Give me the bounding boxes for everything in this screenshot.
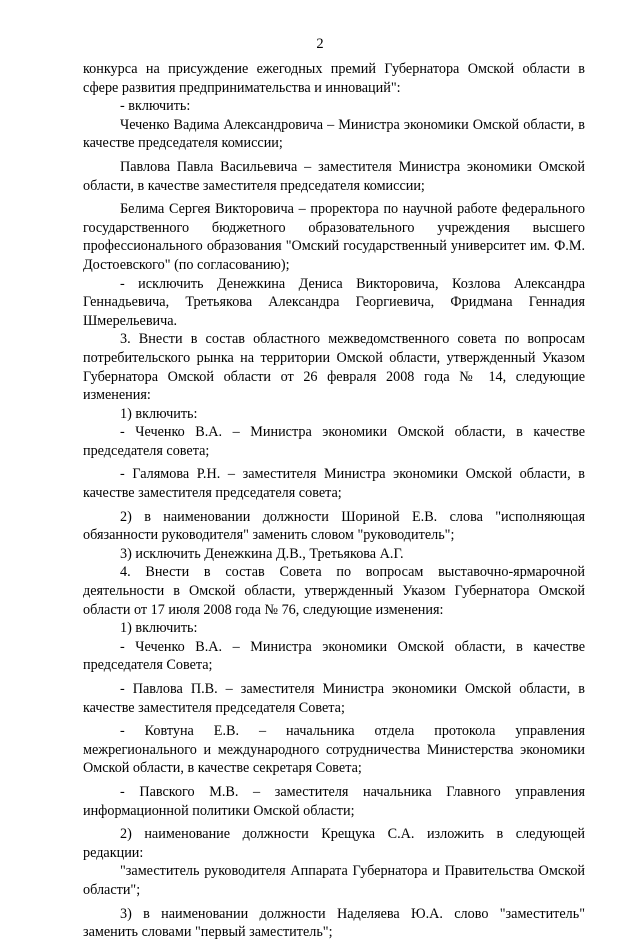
paragraph: "заместитель руководителя Аппарата Губернатора и Правительства Омской области"; [83,863,585,898]
paragraph: 4. Внести в состав Совета по вопросам выставочно-ярмарочной деятельности в Омской области, утвержденный Указом Губернатора Омской области от 17 июля 2008 года № 76, следующие изменения: [83,564,585,618]
paragraph: - Чеченко В.А. – Министра экономики Омской области, в качестве председателя совета; [83,424,585,459]
paragraph: - включить: [120,98,191,115]
document-body [83,60,585,942]
paragraph: 3) исключить Денежкина Д.В., Третьякова А.Г. [120,545,404,562]
paragraph: Чеченко Вадима Александровича – Министра экономики Омской области, в качестве председателя комиссии; [83,116,585,152]
paragraph: конкурса на присуждение ежегодных премий Губернатора Омской области в сфере развития предпринимательства и инноваций": [83,61,585,96]
paragraph: 1) включить: [120,405,198,422]
page-number: 2 [316,36,324,52]
paragraph: 2) наименование должности Крещука С.А. изложить в следующей редакции: [83,826,585,861]
paragraph: 1) включить: [120,620,198,637]
paragraph: - Павского М.В. – заместителя начальника Главного управления информационной политики Омской области; [83,783,585,819]
paragraph: Павлова Павла Васильевича – заместителя Министра экономики Омской области, в качестве заместителя председателя комиссии; [83,158,585,194]
paragraph: - Чеченко В.А. – Министра экономики Омской области, в качестве председателя Совета; [83,638,585,674]
paragraph: Белима Сергея Викторовича – проректора по научной работе федерального государственного бюджетного образовательного учреждения высшего профессионального образования "Омский государственный университет им. Ф.М. Достоевского" (по согласованию); [83,201,585,273]
paragraph: - Галямова Р.Н. – заместителя Министра экономики Омской области, в качестве заместителя председателя совета; [83,466,585,502]
paragraph: - Ковтуна Е.В. – начальника отдела протокола управления межрегионального и международного сотрудничества Министерства экономики Омской области, в качестве секретаря Совета; [83,723,585,777]
paragraph: 3. Внести в состав областного межведомственного совета по вопросам потребительского рынка на территории Омской области, утвержденный Указом Губернатора Омской области от 26 февраля 2008 года № 14, следующие изменения: [83,331,585,404]
paragraph: 2) в наименовании должности Шориной Е.В. слова "исполняющая обязанности руководителя" заменить словом "руководитель"; [83,508,585,544]
paragraph: - Павлова П.В. – заместителя Министра экономики Омской области, в качестве заместителя председателя Совета; [83,681,585,716]
paragraph: 3) в наименовании должности Наделяева Ю.А. слово "заместитель" заменить словами "первый заместитель"; [83,905,585,941]
paragraph: - исключить Денежкина Дениса Викторовича, Козлова Александра Геннадьевича, Третьякова Александра Георгиевича, Фридмана Геннадия Шмерельевича. [83,275,585,329]
